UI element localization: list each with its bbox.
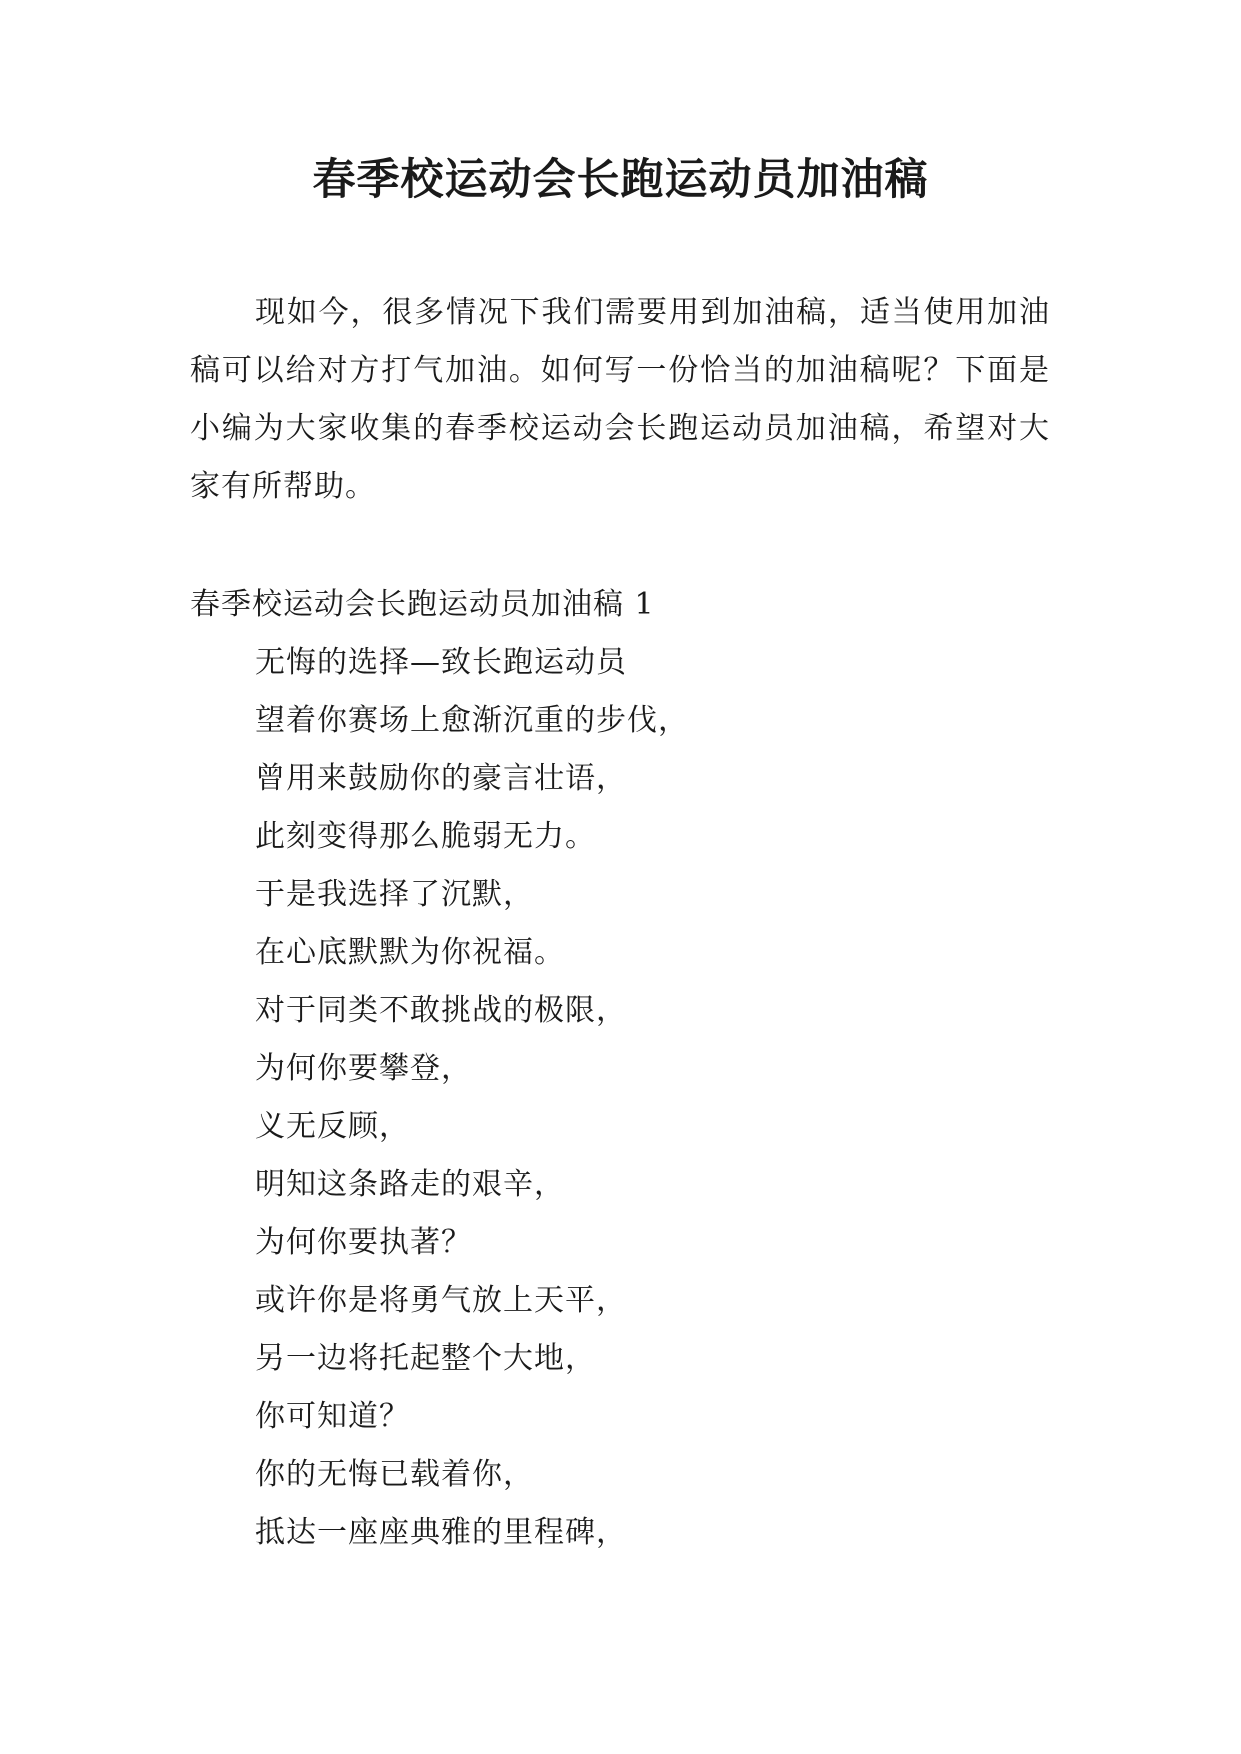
poem-line: 义无反顾， bbox=[255, 1109, 410, 1144]
poem-line: 无悔的选择—致长跑运动员 bbox=[255, 645, 627, 680]
poem-line: 为何你要攀登， bbox=[255, 1051, 472, 1086]
poem-line: 对于同类不敢挑战的极限， bbox=[255, 993, 627, 1028]
poem-line: 此刻变得那么脆弱无力。 bbox=[255, 819, 596, 854]
poem-line: 曾用来鼓励你的豪言壮语， bbox=[255, 761, 627, 796]
poem-line: 抵达一座座典雅的里程碑， bbox=[255, 1515, 627, 1550]
poem-line: 明知这条路走的艰辛， bbox=[255, 1167, 565, 1202]
poem-line: 或许你是将勇气放上天平， bbox=[255, 1283, 627, 1318]
section-heading: 春季校运动会长跑运动员加油稿 1 bbox=[190, 587, 655, 622]
poem-line: 望着你赛场上愈渐沉重的步伐， bbox=[255, 703, 689, 738]
poem-line: 你可知道？ bbox=[255, 1399, 410, 1434]
poem-line: 于是我选择了沉默， bbox=[255, 877, 534, 912]
document-title: 春季校运动会长跑运动员加油稿 bbox=[312, 155, 929, 205]
intro-paragraph: 现如今，很多情况下我们需要用到加油稿，适当使用加油稿可以给对方打气加油。如何写一份恰当的加油稿呢？下面是小编为大家收集的春季校运动会长跑运动员加油稿，希望对大家有所帮助。 bbox=[190, 295, 1050, 504]
poem-lines bbox=[255, 634, 689, 1562]
poem-line: 为何你要执著？ bbox=[255, 1225, 472, 1260]
poem-line: 在心底默默为你祝福。 bbox=[255, 935, 565, 970]
poem-line: 你的无悔已载着你， bbox=[255, 1457, 534, 1492]
poem-line: 另一边将托起整个大地， bbox=[255, 1341, 596, 1376]
